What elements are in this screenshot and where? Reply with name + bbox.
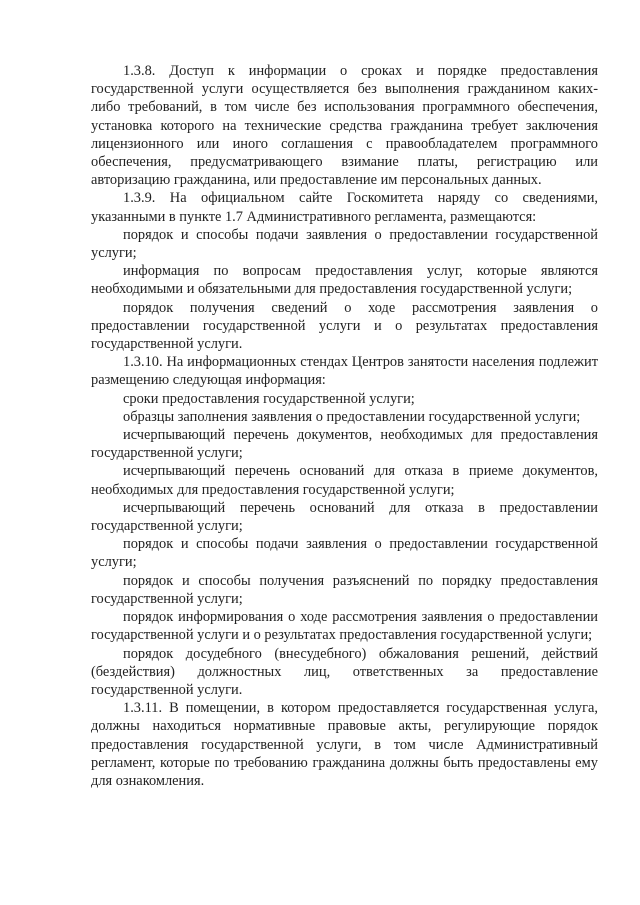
document-page (91, 62, 598, 790)
list-item: порядок информирования о ходе рассмотрения заявления о предоставлении государственной услуги и о результатах предоставления государственной услуги; (91, 609, 598, 644)
paragraph-1-3-11: 1.3.11. В помещении, в котором предоставляется государственная услуга, должны находиться нормативные правовые акты, регулирующие порядок предоставления государственной услуги, в том числе Административный регламент, которые по требованию гражданина должны быть предоставлены ему для ознакомления. (91, 700, 598, 789)
list-item: порядок и способы подачи заявления о предоставлении государственной услуги; (91, 536, 598, 571)
list-item: порядок и способы получения разъяснений по порядку предоставления государственной услуги; (91, 572, 598, 607)
paragraph-1-3-10: 1.3.10. На информационных стендах Центров занятости населения подлежит размещению следующая информация: (91, 354, 598, 389)
list-item: исчерпывающий перечень документов, необходимых для предоставления государственной услуги; (91, 427, 598, 462)
list-item: порядок получения сведений о ходе рассмотрения заявления о предоставлении государственной услуги и о результатах предоставления государственной услуги. (91, 299, 598, 353)
list-item: сроки предоставления государственной услуги; (123, 390, 415, 407)
paragraph-1-3-9: 1.3.9. На официальном сайте Госкомитета наряду со сведениями, указанными в пункте 1.7 Административного регламента, размещаются: (91, 190, 598, 225)
list-item: образцы заполнения заявления о предоставлении государственной услуги; (123, 408, 581, 425)
list-item: порядок досудебного (внесудебного) обжалования решений, действий (бездействия) должностных лиц, ответственных за предоставление государственной услуги. (91, 645, 598, 698)
list-item: информация по вопросам предоставления услуг, которые являются необходимыми и обязательными для предоставления государственной услуги; (91, 263, 598, 298)
list-item: порядок и способы подачи заявления о предоставлении государственной услуги; (91, 226, 598, 262)
paragraph-1-3-8: 1.3.8. Доступ к информации о сроках и порядке предоставления государственной услуги осуществляется без выполнения гражданином каких-либо требований, в том числе без использования программного обеспечения, установка которого на технические средства гражданина требует заключения лицензионного или иного соглашения с правообладателем программного обеспечения, предусматривающего взимание платы, регистрацию или авторизацию гражданина, или предоставление им персональных данных. (91, 63, 598, 189)
list-item: исчерпывающий перечень оснований для отказа в предоставлении государственной услуги; (91, 499, 598, 535)
list-item: исчерпывающий перечень оснований для отказа в приеме документов, необходимых для предоставления государственной услуги; (91, 463, 598, 498)
